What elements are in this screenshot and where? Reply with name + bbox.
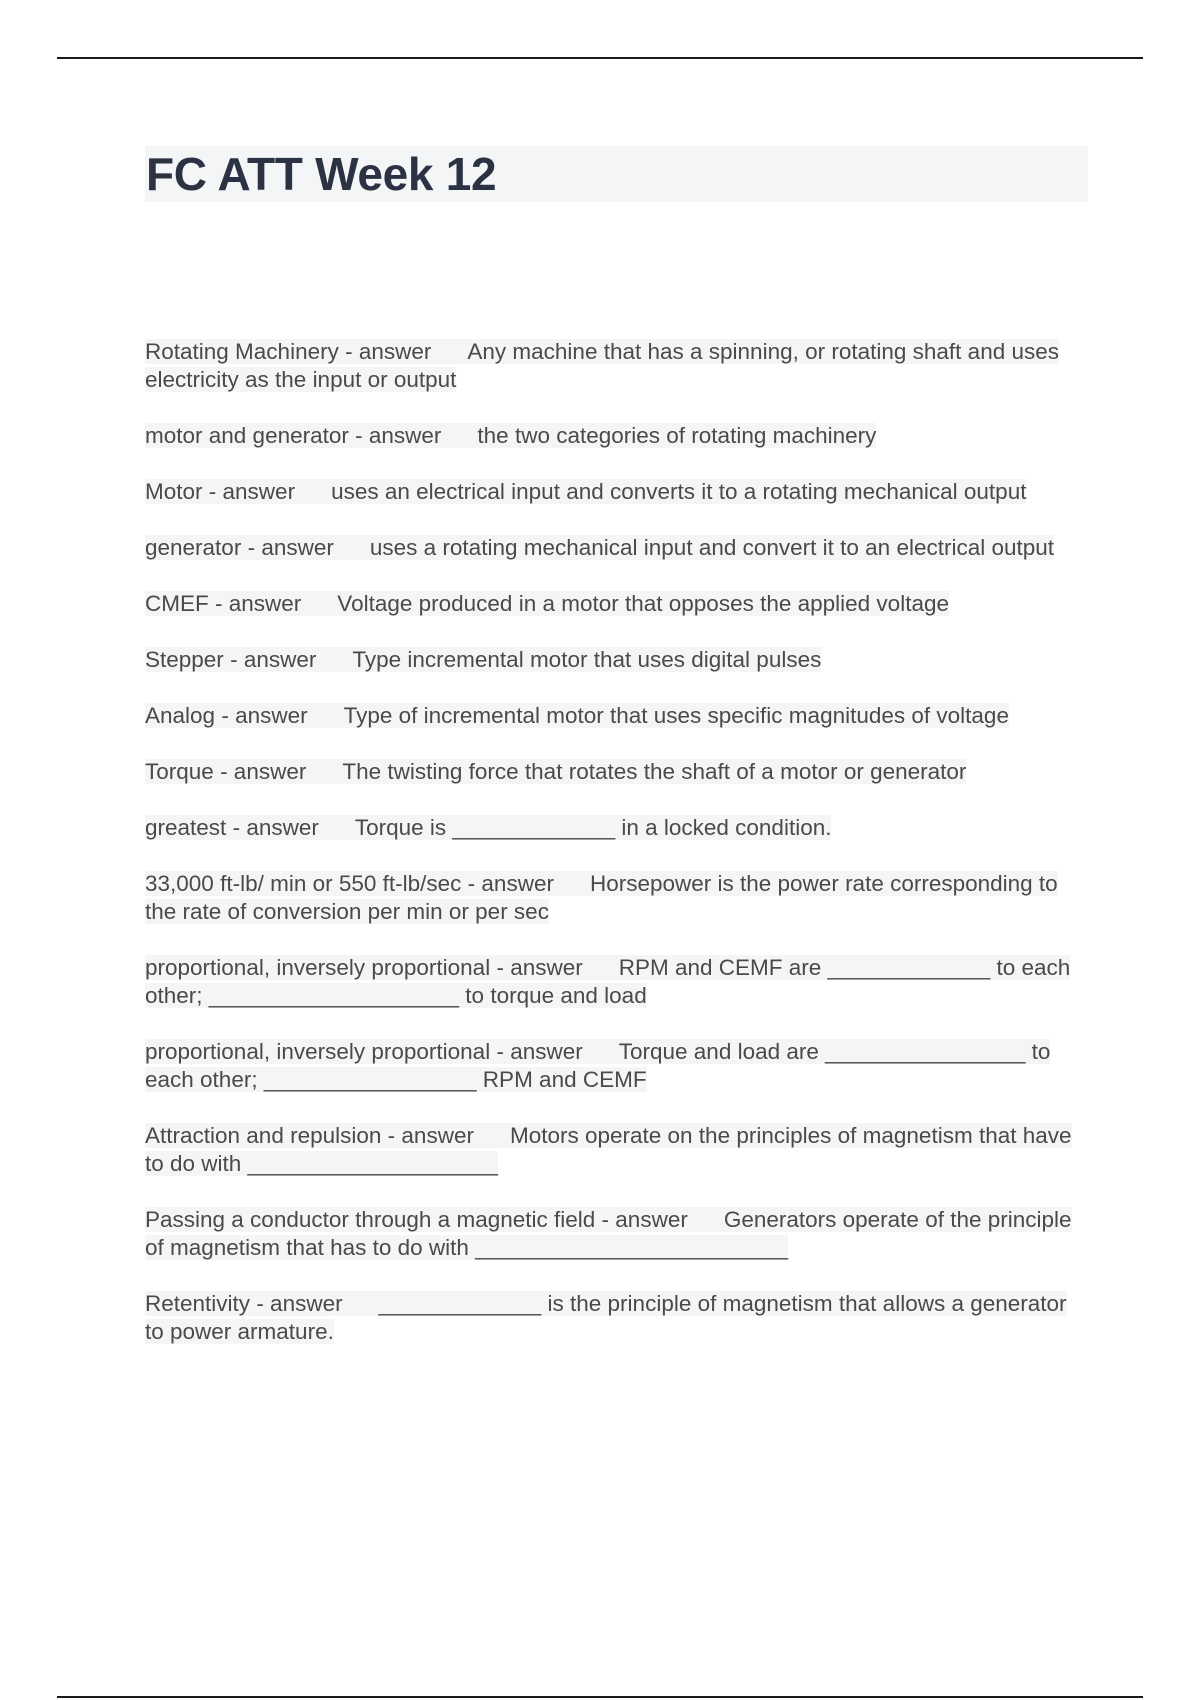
card-definition: The twisting force that rotates the shaft of a motor or generator <box>342 759 967 784</box>
flashcard <box>145 534 1090 562</box>
answer-label: - answer <box>230 647 317 672</box>
flashcard <box>145 1038 1090 1094</box>
flashcard <box>145 1122 1090 1178</box>
card-term: Retentivity <box>145 1291 251 1316</box>
answer-label: - answer <box>232 815 319 840</box>
card-definition: RPM and CEMF are _____________ to each other; ____________________ to torque and load <box>145 955 1071 1008</box>
flashcard <box>145 1290 1090 1346</box>
card-definition: Horsepower is the power rate corresponding to the rate of conversion per min or per sec <box>145 871 1058 924</box>
card-term: Torque <box>145 759 214 784</box>
flashcard <box>145 590 1090 618</box>
answer-label: - answer <box>256 1291 343 1316</box>
flashcard <box>145 954 1090 1010</box>
flashcard <box>145 1206 1090 1262</box>
card-definition: Motors operate on the principles of magnetism that have to do with ____________________ <box>145 1123 1072 1176</box>
card-term: CMEF <box>145 591 209 616</box>
card-definition: _____________ is the principle of magnetism that allows a generator to power armature. <box>145 1291 1067 1344</box>
card-term: Attraction and repulsion <box>145 1123 382 1148</box>
card-term: Passing a conductor through a magnetic field <box>145 1207 596 1232</box>
card-term: Analog <box>145 703 216 728</box>
answer-label: - answer <box>496 1039 583 1064</box>
flashcard <box>145 422 1090 450</box>
answer-label: - answer <box>467 871 554 896</box>
card-term: proportional, inversely proportional <box>145 1039 491 1064</box>
answer-label: - answer <box>220 759 307 784</box>
card-term: motor and generator <box>145 423 349 448</box>
flashcard <box>145 478 1090 506</box>
flashcard <box>145 646 1090 674</box>
card-term: Rotating Machinery <box>145 339 339 364</box>
card-definition: Type incremental motor that uses digital pulses <box>352 647 822 672</box>
card-term: Stepper <box>145 647 224 672</box>
flashcard <box>145 870 1090 926</box>
card-definition: Any machine that has a spinning, or rotating shaft and uses electricity as the input or output <box>145 339 1060 392</box>
card-definition: Generators operate of the principle of magnetism that has to do with _________________________ <box>145 1207 1072 1260</box>
answer-label: - answer <box>355 423 442 448</box>
card-definition: Voltage produced in a motor that opposes the applied voltage <box>337 591 949 616</box>
card-term: Motor <box>145 479 203 504</box>
card-term: greatest <box>145 815 227 840</box>
flashcard-list <box>145 338 1090 1374</box>
answer-label: - answer <box>208 479 296 504</box>
card-definition: the two categories of rotating machinery <box>477 423 877 448</box>
answer-label: - answer <box>496 955 583 980</box>
card-definition: Type of incremental motor that uses specific magnitudes of voltage <box>343 703 1009 728</box>
card-definition: Torque is _____________ in a locked condition. <box>354 815 832 840</box>
answer-label: - answer <box>387 1123 474 1148</box>
card-term: proportional, inversely proportional <box>145 955 491 980</box>
answer-label: - answer <box>247 535 334 560</box>
top-rule <box>57 57 1143 59</box>
flashcard <box>145 338 1090 394</box>
card-term: generator <box>145 535 242 560</box>
bottom-rule <box>57 1696 1143 1698</box>
document-title: FC ATT Week 12 <box>146 148 497 200</box>
card-definition: uses an electrical input and converts it to a rotating mechanical output <box>331 479 1027 504</box>
answer-label: - answer <box>601 1207 688 1232</box>
flashcard <box>145 814 1090 842</box>
card-definition: Torque and load are ________________ to each other; _________________ RPM and CEMF <box>145 1039 1051 1092</box>
card-term: 33,000 ft-lb/ min or 550 ft-lb/sec <box>145 871 462 896</box>
flashcard <box>145 702 1090 730</box>
answer-label: - answer <box>345 339 432 364</box>
answer-label: - answer <box>215 591 302 616</box>
flashcard <box>145 758 1090 786</box>
card-definition: uses a rotating mechanical input and convert it to an electrical output <box>369 535 1055 560</box>
answer-label: - answer <box>221 703 308 728</box>
